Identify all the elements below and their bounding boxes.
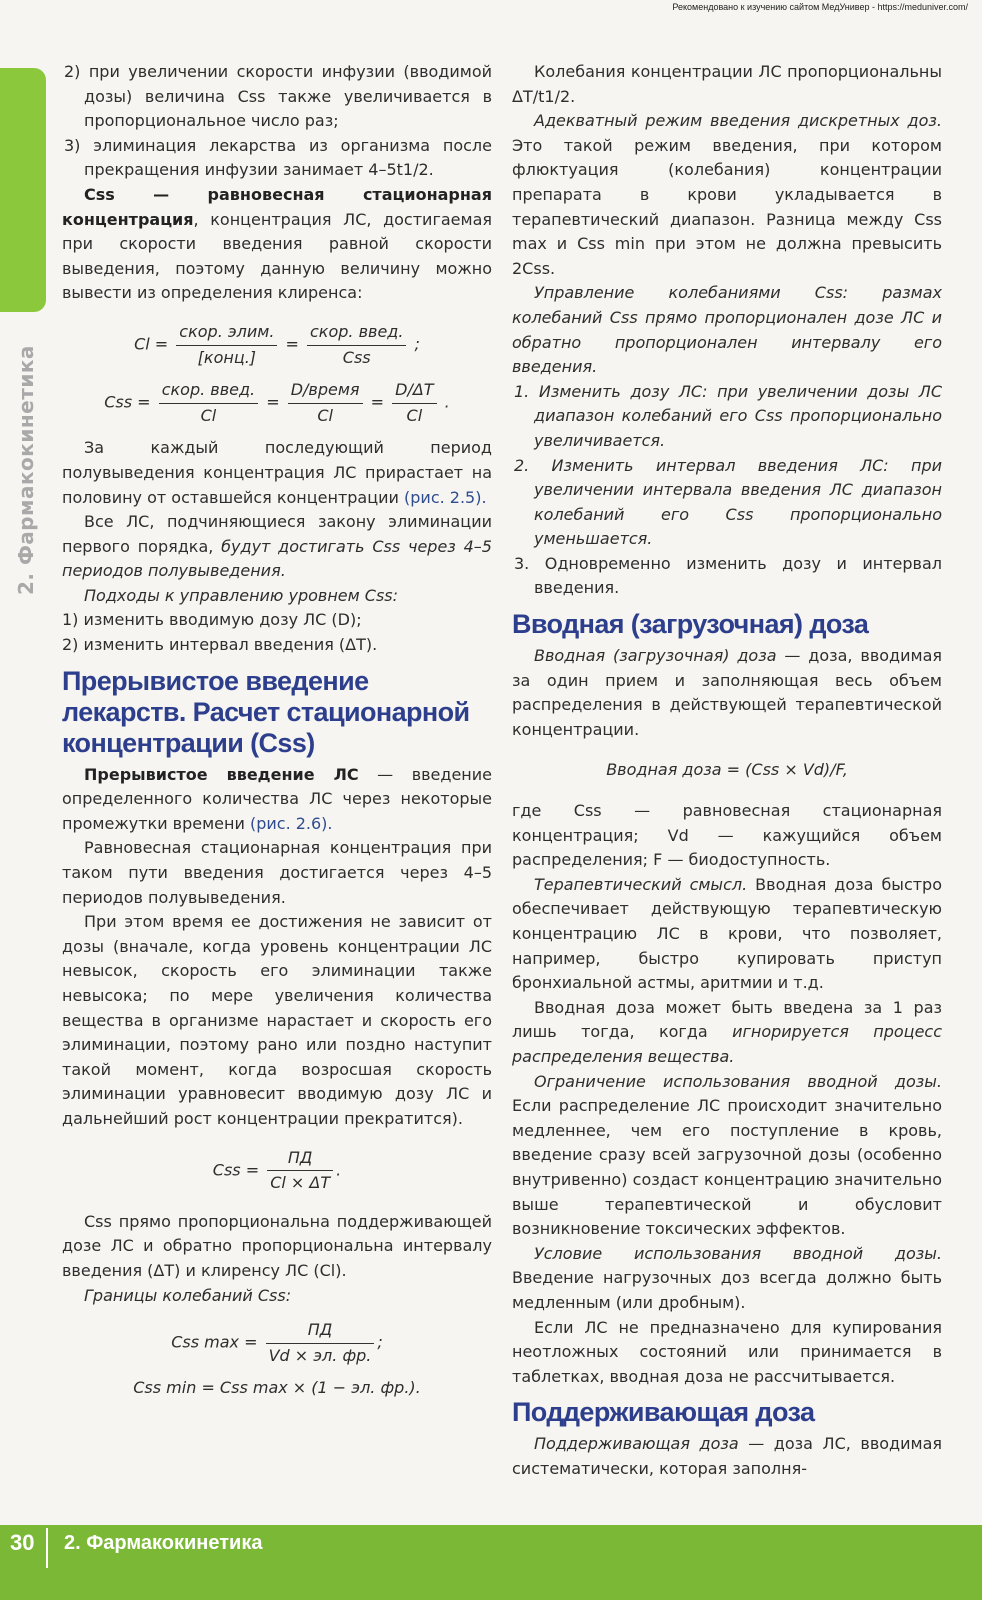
figure-ref-link[interactable]: (рис. 2.6).: [249, 813, 333, 833]
denominator: Cl: [200, 405, 217, 425]
fraction: [307, 320, 406, 370]
formula-lhs: Css =: [104, 392, 151, 412]
css-definition-term: Css — равновесная стационарная концентрация: [62, 184, 492, 229]
right-column: [512, 60, 942, 1481]
paragraph-italic: Управление колебаниями Css: размах колебаний Css прямо пропорционален дозе ЛС и обратно пропорционален интервалу его введения.: [512, 283, 942, 377]
paragraph-text: — доза, вводимая за один прием и заполняющая весь объем распределения в действующей терапевтической концентрации.: [512, 646, 943, 739]
formula-lhs: Cl =: [134, 334, 169, 354]
approaches-lead: Подходы к управлению уровнем Css:: [84, 585, 399, 605]
paragraph-text: Если распределение ЛС происходит значительно медленнее, чем его поступление в кровь, введение сразу всей загрузочной дозы (особенно внутривенно) создаст концентрацию значительно выше терапевтической и обусловит возникновение токсических эффектов.: [512, 1096, 942, 1239]
paragraph-text: Все ЛС, подчиняющиеся закону элиминации первого порядка,: [62, 512, 492, 556]
paragraph: [512, 644, 942, 742]
term-italic: Терапевтический смысл.: [534, 874, 748, 894]
paragraph: При этом время ее достижения не зависит от дозы (вначале, когда уровень концентрации ЛС невысок, скорость его элиминации также невысока; по мере увеличения количества вещества в организме нарастает и скорость его элиминации, поэтому рано или поздно наступит такой момент, когда возросшая скорость элиминации уравновесит вводимую дозу ЛС и дальнейший рост концентрации прекратится).: [62, 912, 492, 1128]
left-column: [62, 60, 492, 1409]
section-heading-maintenance-dose: Поддерживающая доза: [512, 1397, 815, 1428]
formula-lhs: Css =: [212, 1160, 260, 1180]
paragraph: Css прямо пропорциональна поддерживающей дозе ЛС и обратно пропорциональна интервалу введения (ΔT) и клиренсу ЛС (Cl).: [62, 1211, 492, 1280]
paragraph-text: Введение нагрузочных доз всегда должно быть медленным (или дробным).: [512, 1268, 942, 1312]
paragraph-text: — введение определенного количества ЛС через некоторые промежутки времени: [62, 764, 493, 833]
css-min-formula: Css min = Css max × (1 − эл. фр.).: [133, 1378, 421, 1398]
paragraph: [62, 584, 492, 609]
denominator: Cl: [317, 405, 333, 425]
figure-ref-link[interactable]: (рис. 2.5).: [404, 487, 487, 507]
list-item: 3) элиминация лекарства из организма после прекращения инфузии занимает 4–5t1/2.: [64, 135, 492, 180]
paragraph: [62, 510, 492, 584]
fraction: [288, 378, 363, 428]
fraction: [159, 378, 258, 428]
list-item: 3. Одновременно изменить дозу и интервал введения.: [514, 553, 942, 598]
list-item: 2) при увеличении скорости инфузии (вводимой дозы) величина Css также увеличивается в пропорциональное число раз;: [64, 62, 492, 131]
paragraph: [512, 1432, 942, 1481]
denominator: Css: [342, 347, 371, 367]
term-italic: Поддерживающая доза: [534, 1434, 739, 1454]
paragraph: Колебания концентрации ЛС пропорциональны ΔT/t1/2.: [512, 62, 942, 106]
list-item: [512, 454, 942, 552]
css-interval-formula: Css = $\frac{ПД}{Cl \times \Delta T}$ .: [62, 1146, 492, 1196]
formula-lhs: Css max =: [171, 1332, 258, 1352]
paragraph: где Css — равновесная стационарная концентрация; Vd — кажущийся объем распределения; F — биодоступность.: [512, 801, 942, 870]
numerator: D/время: [288, 378, 363, 404]
term-italic: Вводная (загрузочная) доза: [534, 646, 777, 666]
paragraph: Если ЛС не предназначено для купирования неотложных состояний или принимается в таблетках, вводная доза не рассчитывается.: [512, 1317, 942, 1386]
list-item: [512, 380, 942, 454]
top-note: Рекомендовано к изучению сайтом МедУнивер - https://meduniver.com/: [672, 2, 968, 12]
numerator: D/ΔT: [392, 378, 436, 404]
list-item: 2) изменить интервал введения (ΔT).: [62, 635, 378, 655]
section-heading-intermittent: Прерывистое введение лекарств. Расчет стационарной концентрации (Css): [62, 665, 470, 758]
numerator: скор. введ.: [307, 320, 406, 346]
paragraph: [62, 436, 492, 510]
denominator: Cl × ΔT: [270, 1173, 331, 1193]
fraction: [267, 1146, 333, 1196]
side-chapter-title-text: 2. Фармакокинетика: [14, 345, 38, 595]
term-italic: Адекватный режим введения дискретных доз.: [534, 111, 942, 131]
fraction: [392, 378, 436, 428]
numerator: скор. введ.: [159, 378, 258, 404]
paragraph-italic: будут достигать Css через 4–5 периодов полувыведения.: [62, 536, 492, 581]
numerator: ПД: [266, 1318, 375, 1344]
paragraph: [512, 109, 942, 281]
paragraph-text: — доза ЛС, вводимая систематически, которая заполня-: [512, 1434, 942, 1478]
paragraph: [512, 1070, 942, 1242]
paragraph: [62, 763, 492, 837]
paragraph: [512, 996, 942, 1070]
term-italic: Условие использования вводной дозы.: [534, 1243, 942, 1263]
denominator: Vd × эл. фр.: [268, 1345, 372, 1365]
css-max-formula: Css max = $\frac{ПД}{Vd \times эл. фр.}$ ;: [62, 1318, 492, 1368]
footer-chapter-title: 2. Фармакокинетика: [64, 1532, 263, 1554]
footer-divider: [46, 1528, 48, 1568]
paragraph: [512, 873, 942, 996]
loading-dose-formula: Вводная доза = (Css × Vd)/F,: [606, 760, 848, 780]
css-definition-text: , концентрация ЛС, достигаемая при скорости введения равной скорости выведения, поэтому данную величину можно вывести из определения клиренса:: [62, 209, 492, 303]
fraction: [266, 1318, 375, 1368]
css-formula: Css = $\frac{\text{скор. введ.}}{Cl}$ = $\frac{\text{D/время}}{Cl}$ = $\frac{D/\Delta T}{Cl}$ .: [62, 378, 492, 428]
numerator: скор. элим.: [176, 320, 277, 346]
denominator: [конц.]: [197, 347, 257, 367]
list-item-text: 1. Изменить дозу ЛС: при увеличении дозы ЛС диапазон колебаний его Css пропорционально увеличивается.: [514, 381, 942, 450]
paragraph-text: Вводная доза быстро обеспечивает действующую терапевтическую концентрацию ЛС в крови, что позволяет, например, быстро купировать приступ бронхиальной астмы, аритмии и т.д.: [512, 874, 943, 993]
css-definition: [62, 183, 492, 306]
paragraph: [512, 1242, 942, 1316]
page-number: 30: [10, 1530, 35, 1555]
numerator: ПД: [267, 1146, 333, 1172]
side-tab: [0, 68, 46, 312]
denominator: Cl: [406, 405, 423, 425]
term-bold: Прерывистое введение ЛС: [84, 764, 359, 784]
paragraph-text: Вводная доза может быть введена за 1 раз лишь тогда, когда: [512, 997, 942, 1042]
paragraph: [62, 1284, 492, 1309]
list-item-text: 2. Изменить интервал введения ЛС: при увеличении интервала введения ЛС диапазон колебаний его Css пропорционально уменьшается.: [514, 455, 942, 549]
paragraph: Равновесная стационарная концентрация при таком пути введения достигается через 4–5 периодов полувыведения.: [62, 838, 492, 907]
clearance-formula: Cl = $\frac{\text{скор. элим.}}{\text{[конц.]}}$ = $\frac{\text{скор. введ.}}{\text{Css}}$ ;: [62, 320, 492, 370]
bounds-lead: Границы колебаний Css:: [84, 1285, 292, 1305]
section-heading-loading-dose: Вводная (загрузочная) доза: [512, 609, 869, 640]
term-italic: Ограничение использования вводной дозы.: [534, 1071, 942, 1091]
list-item: 1) изменить вводимую дозу ЛС (D);: [62, 610, 362, 630]
paragraph-text: Это такой режим введения, при котором флюктуация (колебания) концентрации препарата в крови укладывается в терапевтический диапазон. Разница между Css max и Css min при этом не должна превысить 2Css.: [512, 135, 942, 278]
paragraph: [512, 281, 942, 379]
paragraph-text: За каждый последующий период полувыведения концентрация ЛС прирастает на половину от оставшейся концентрации: [62, 438, 492, 507]
paragraph-italic: игнорируется процесс распределения вещества.: [512, 1022, 943, 1066]
fraction: [176, 320, 277, 370]
